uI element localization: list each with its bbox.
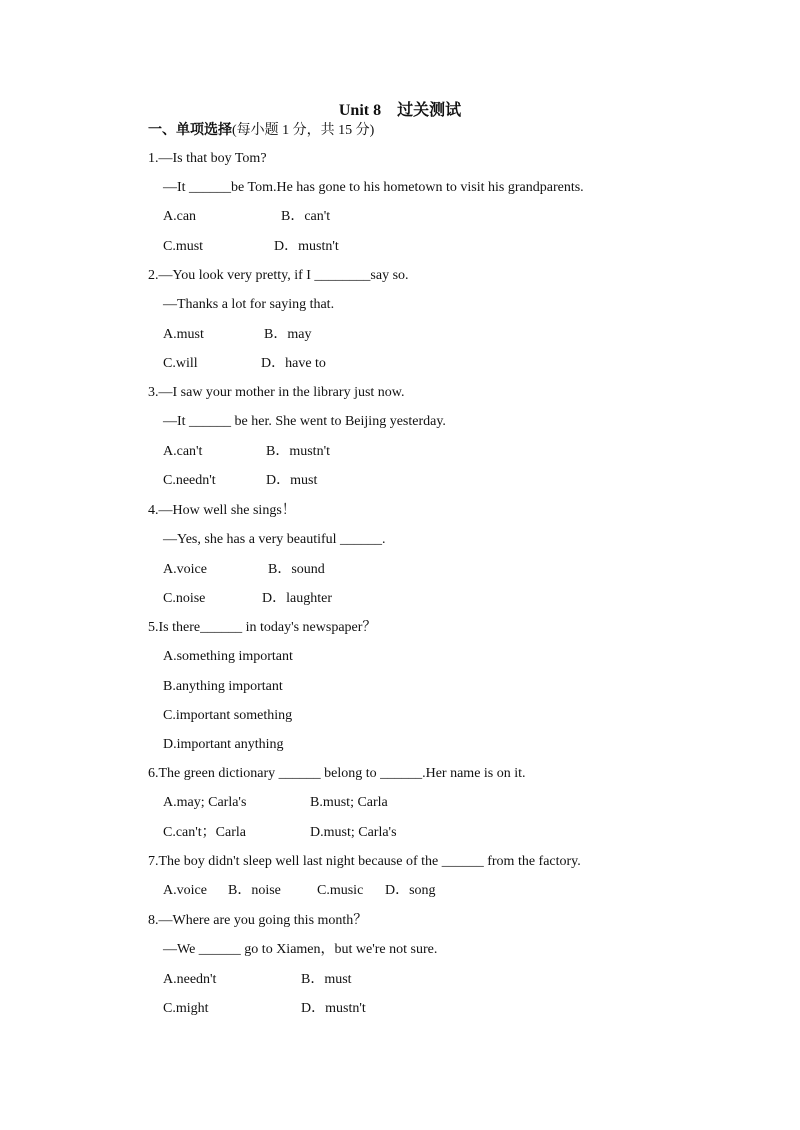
question-1-option-a: A.can: [163, 209, 197, 224]
question-7-option-b: B．noise: [228, 883, 281, 898]
question-2-option-a: A.must: [163, 327, 204, 342]
question-8-option-a: A.needn't: [163, 972, 217, 987]
question-5-option-d: D.important anything: [163, 737, 284, 752]
section-scoring-note: (每小题 1 分，共 15 分): [232, 123, 375, 138]
question-1-reply: —It ______be Tom.He has gone to his hometown to visit his grandparents.: [163, 180, 584, 195]
page-title: Unit 8 过关测试: [338, 102, 462, 119]
question-4-reply: —Yes, she has a very beautiful ______.: [163, 532, 386, 547]
question-5-stem: 5.Is there______ in today's newspaper？: [148, 620, 377, 635]
question-1-option-d: D．mustn't: [274, 239, 339, 254]
question-6-option-a: A.may; Carla's: [163, 795, 247, 810]
question-7-option-c: C.music: [317, 883, 364, 898]
question-5-option-a: A.something important: [163, 649, 293, 664]
question-6-option-d: D.must; Carla's: [310, 825, 397, 840]
question-8-option-b: B．must: [301, 972, 352, 987]
question-4-option-d: D．laughter: [262, 591, 332, 606]
question-4-option-a: A.voice: [163, 562, 207, 577]
question-2-option-c: C.will: [163, 356, 198, 371]
section-heading-label: 一、单项选择: [148, 123, 232, 138]
question-8-option-c: C.might: [163, 1001, 209, 1016]
question-8-option-d: D．mustn't: [301, 1001, 366, 1016]
question-1-stem: 1.—Is that boy Tom?: [148, 151, 267, 166]
question-1-option-c: C.must: [163, 239, 204, 254]
question-3-stem: 3.—I saw your mother in the library just now.: [148, 385, 405, 400]
question-6-option-b: B.must; Carla: [310, 795, 388, 810]
question-7-option-d: D．song: [385, 883, 436, 898]
question-2-option-d: D．have to: [261, 356, 326, 371]
question-4-stem: 4.—How well she sings！: [148, 503, 296, 518]
question-2-stem: 2.—You look very pretty, if I ________say so.: [148, 268, 409, 283]
question-3-reply: —It ______ be her. She went to Beijing yesterday.: [163, 414, 446, 429]
question-3-option-a: A.can't: [163, 444, 203, 459]
question-2-option-b: B．may: [264, 327, 312, 342]
question-3-option-b: B．mustn't: [266, 444, 330, 459]
question-1-option-b: B．can't: [281, 209, 331, 224]
question-7-option-a: A.voice: [163, 883, 207, 898]
question-6-stem: 6.The green dictionary ______ belong to ______.Her name is on it.: [148, 766, 526, 781]
question-8-reply: —We ______ go to Xiamen，but we're not sure.: [163, 942, 438, 957]
question-2-reply: —Thanks a lot for saying that.: [163, 297, 335, 312]
question-4-option-b: B．sound: [268, 562, 325, 577]
question-6-option-c: C.can't；Carla: [163, 825, 246, 840]
section-heading: [148, 119, 374, 139]
question-4-option-c: C.noise: [163, 591, 206, 606]
question-8-stem: 8.—Where are you going this month？: [148, 913, 368, 928]
question-3-option-c: C.needn't: [163, 473, 216, 488]
question-7-stem: 7.The boy didn't sleep well last night because of the ______ from the factory.: [148, 854, 581, 869]
question-5-option-b: B.anything important: [163, 679, 283, 694]
question-5-option-c: C.important something: [163, 708, 293, 723]
question-3-option-d: D．must: [266, 473, 318, 488]
